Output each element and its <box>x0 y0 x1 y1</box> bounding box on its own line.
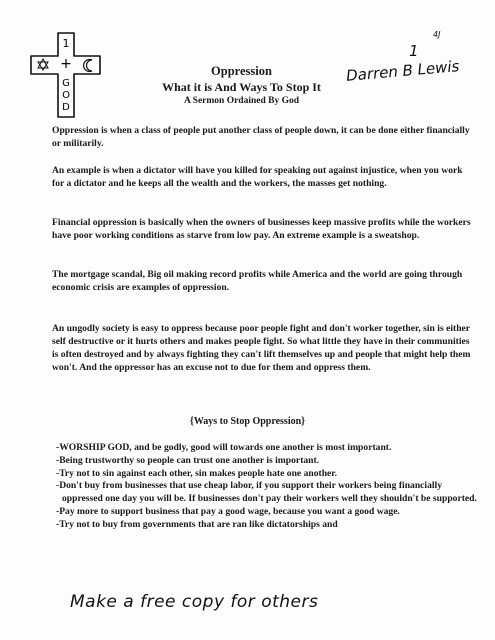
list-item: -Being trustworthy so people can trust one another is important. <box>56 454 320 466</box>
ways-list <box>52 442 478 532</box>
svg-text:O: O <box>62 90 70 101</box>
list-item: -Pay more to support business that pay a good wage, because you want a good wage. <box>56 505 400 517</box>
page-number-superscript: 4J <box>433 30 441 39</box>
cross-middle-text: + <box>60 56 72 72</box>
svg-text:D: D <box>62 102 70 113</box>
handwritten-footer-note: Make a free copy for others <box>70 592 319 612</box>
list-item: -Don't buy from businesses that use cheap labor, if you support their workers being financially oppressed one day you will be. If businesses don't pay their workers well they shouldn't be supported. <box>56 480 477 505</box>
paragraph: The mortgage scandal, Big oil making record profits while America and the world are going through economic crisis are examples of oppression. <box>52 269 463 293</box>
cross-top-text: 1 <box>62 37 70 50</box>
paragraph: Financial oppression is basically when the owners of businesses keep massive profits while the workers have poor working conditions as starve from low pay. An extreme example is a sweatshop. <box>52 217 471 241</box>
section-heading: {Ways to Stop Oppression} <box>189 416 306 427</box>
list-item: -Try not to buy from governments that are ran like dictatorships and <box>56 518 338 530</box>
list-item: -WORSHIP GOD, and be godly, good will towards one another is most important. <box>56 442 392 453</box>
list-item: -Try not to sin against each other, sin makes people hate one another. <box>56 467 338 479</box>
paragraph: An ungodly society is easy to oppress because poor people fight and don't worker together, sin is either self destructive or it hurts others and makes people fight. So what little they have in their communities is often destroyed and by always fighting they can't lift themselves up and people that might help them won't. And the oppressor has an excuse not to due for them and oppress them. <box>52 323 471 373</box>
signature: Darren B Lewis <box>345 57 461 85</box>
svg-text:G: G <box>62 78 70 89</box>
page-number: 1 <box>409 42 419 60</box>
paragraph: Oppression is when a class of people put another class of people down, it can be done either financially or militarily. <box>52 125 470 149</box>
paragraph: An example is when a dictator will have you killed for speaking out against injustice, when you work for a dictator and he keeps all the wealth and the workers, the masses get nothing. <box>52 165 463 189</box>
document-subtitle: What it is And Ways To Stop It <box>162 80 321 94</box>
document-title: Oppression <box>211 64 272 78</box>
document-byline: A Sermon Ordained By God <box>183 96 300 106</box>
